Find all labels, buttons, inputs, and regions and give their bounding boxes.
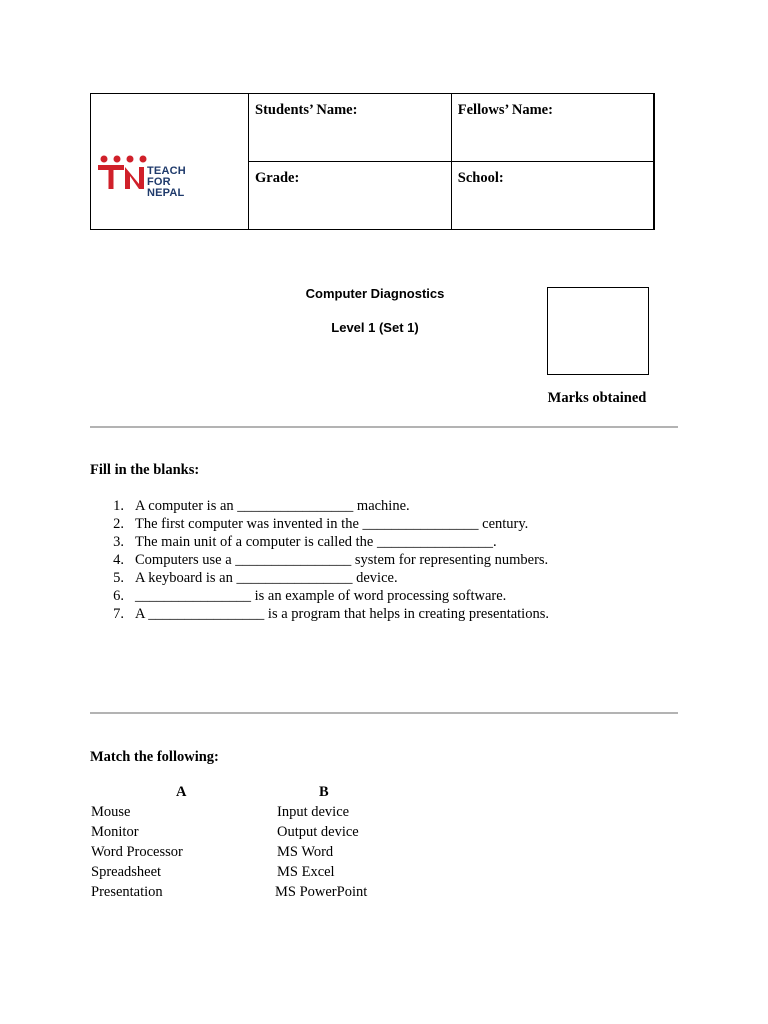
teach-for-nepal-logo [91,132,248,199]
level-title: Level 1 (Set 1) [331,320,419,335]
question-number: 5. [113,570,124,586]
marks-box[interactable] [547,287,649,375]
match-item-b: MS PowerPoint [275,884,368,900]
match-item-a: Spreadsheet [91,864,162,880]
match-item-b: Output device [277,824,359,840]
fill-blanks-heading: Fill in the blanks: [90,462,200,478]
logo-cell [91,94,249,230]
logo-line-for: FOR [147,175,171,188]
question-text: Computers use a ________________ system for representing numbers. [135,552,549,568]
question-number: 4. [113,552,124,568]
question-text: A ________________ is a program that helps in creating presentations. [135,606,549,622]
divider-2 [90,712,678,714]
question-number: 2. [113,516,124,532]
header-table [90,93,655,230]
divider-1 [90,426,678,428]
match-item-a: Monitor [91,824,139,840]
question-text: The main unit of a computer is called the ________________. [135,534,497,550]
marks-obtained-label: Marks obtained [547,390,647,406]
match-heading: Match the following: [90,749,219,765]
logo-line-teach: TEACH [147,164,186,177]
match-item-b: Input device [277,804,350,820]
logo-line-nepal: NEPAL [147,186,185,199]
question-text: A keyboard is an ________________ device. [135,570,398,586]
question-text: ________________ is an example of word processing software. [135,588,507,604]
school-label: School: [457,170,504,186]
question-number: 6. [113,588,124,604]
match-item-a: Mouse [91,804,131,820]
students-name-label: Students’ Name: [255,102,358,118]
question-number: 1. [113,498,124,514]
column-b-header: B [319,784,329,800]
match-item-b: MS Excel [277,864,335,880]
match-item-a: Presentation [91,884,163,900]
grade-field[interactable] [249,162,452,230]
match-item-b: MS Word [277,844,334,860]
school-field[interactable] [451,162,654,230]
question-text: The first computer was invented in the ________________ century. [135,516,529,532]
question-number: 3. [113,534,124,550]
fellows-name-label: Fellows’ Name: [457,102,553,118]
students-name-field[interactable] [249,94,452,162]
fellows-name-field[interactable] [451,94,654,162]
column-a-header: A [176,784,187,800]
grade-label: Grade: [255,170,300,186]
question-text: A computer is an ________________ machine. [135,498,410,514]
tfn-logo-icon [97,154,147,194]
question-number: 7. [113,606,124,622]
subject-title: Computer Diagnostics [305,286,445,301]
match-item-a: Word Processor [91,844,183,860]
